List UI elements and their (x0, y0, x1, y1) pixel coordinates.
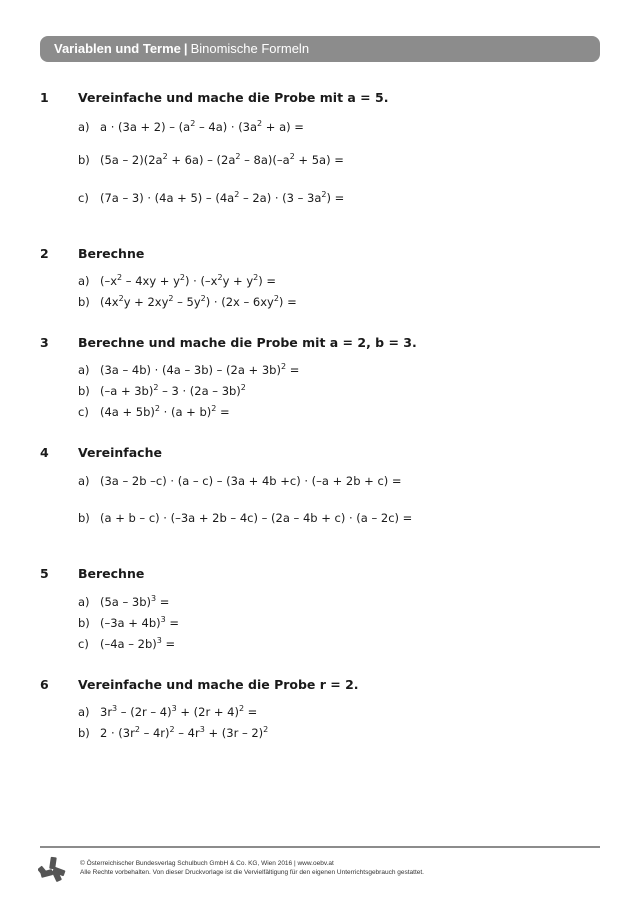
exercise-item (78, 511, 412, 525)
item-label: a) (78, 705, 90, 719)
item-label: b) (78, 153, 90, 167)
item-label: b) (78, 616, 90, 630)
item-expression: $(7a - 3) \cdot (4a + 5) - (4a^2 - 2a) \cdot (3 - 3a^2)$ = (100, 190, 345, 205)
exercise-item (78, 474, 402, 488)
exercise-item (78, 295, 297, 309)
task-title: Vereinfache (78, 445, 162, 460)
exercise-item (78, 616, 179, 630)
item-expression: $(4x^2y + 2xy^2 - 5y^2) \cdot (2x - 6xy^2)$ = (100, 294, 297, 309)
task-number: 3 (40, 335, 49, 350)
item-expression: (–4a – 2b)$^3$ = (100, 636, 176, 651)
item-label: b) (78, 384, 90, 398)
item-label: b) (78, 511, 90, 525)
item-expression: $a \cdot (3a + 2) - (a^2 - 4a) \cdot (3a^2 + a)$ = (100, 119, 304, 134)
exercise-item (78, 274, 276, 288)
task-title: Vereinfache und mache die Probe r = 2. (78, 677, 359, 692)
exercise-item (78, 595, 169, 609)
task-number: 4 (40, 445, 49, 460)
item-label: a) (78, 474, 90, 488)
item-expression: $(5a - 2)(2a^2 + 6a) - (2a^2 - 8a)(-a^2 + 5a)$ = (100, 152, 344, 167)
task-number: 2 (40, 246, 49, 261)
footer-line-2: Alle Rechte vorbehalten. Von dieser Druckvorlage ist die Vervielfältigung für den eigenen Unterrichtsgebrauch gestattet. (80, 869, 424, 876)
item-expression: $(3a - 4b) \cdot (4a - 3b) - (2a + 3b)^2$ = (100, 362, 300, 377)
exercise-item (78, 120, 304, 134)
header-separator: | (183, 41, 188, 56)
exercise-item (78, 705, 257, 719)
item-label: c) (78, 191, 89, 205)
task-title: Vereinfache und mache die Probe mit a = 5. (78, 90, 389, 105)
item-expression: $2 \cdot (3r^2 - 4r)^2 - 4r^3 + (3r - 2)^2$ (100, 725, 269, 740)
task-number: 6 (40, 677, 49, 692)
item-label: a) (78, 274, 90, 288)
item-label: b) (78, 726, 90, 740)
exercise-item (78, 384, 246, 398)
item-label: a) (78, 363, 90, 377)
oebv-star-logo-icon (38, 856, 66, 884)
exercise-item (78, 153, 344, 167)
item-label: c) (78, 405, 89, 419)
exercise-item (78, 726, 268, 740)
item-expression: (a + b – c) · (–3a + 2b – 4c) – (2a – 4b + c) · (a – 2c) = (100, 511, 413, 525)
task-title: Berechne (78, 566, 145, 581)
exercise-item (78, 191, 344, 205)
exercise-item (78, 637, 175, 651)
item-expression: $(4a + 5b)^2 \cdot (a + b)^2$ = (100, 404, 230, 419)
item-expression: $(-a + 3b)^2 - 3 \cdot (2a - 3b)^2$ (100, 383, 246, 398)
item-expression: $3r^3 - (2r - 4)^3 + (2r + 4)^2$ = (100, 704, 258, 719)
item-expression: $(-3a + 4b)^3$ = (100, 615, 180, 630)
item-label: b) (78, 295, 90, 309)
header-title-bold: Variablen und Terme (54, 41, 181, 56)
item-label: a) (78, 595, 90, 609)
item-expression: $(-x^2 - 4xy + y^2) \cdot (-x^2y + y^2)$ = (100, 273, 277, 288)
exercise-item (78, 363, 299, 377)
item-label: a) (78, 120, 90, 134)
task-number: 5 (40, 566, 49, 581)
item-label: c) (78, 637, 89, 651)
exercise-item (78, 405, 230, 419)
item-expression: (3a – 2b –c) · (a – c) – (3a + 4b +c) · (–a + 2b + c) = (100, 474, 402, 488)
task-title: Berechne und mache die Probe mit a = 2, b = 3. (78, 335, 417, 350)
task-number: 1 (40, 90, 49, 105)
item-expression: (5a – 3b)$^3$ = (100, 594, 170, 609)
header-title-regular: Binomische Formeln (190, 41, 310, 56)
footer-line-1: © Österreichischer Bundesverlag Schulbuch GmbH & Co. KG, Wien 2016 | www.oebv.at (80, 860, 334, 867)
header-bar (40, 36, 600, 62)
footer-divider (40, 846, 600, 848)
task-title: Berechne (78, 246, 145, 261)
footer-copyright (80, 859, 424, 877)
